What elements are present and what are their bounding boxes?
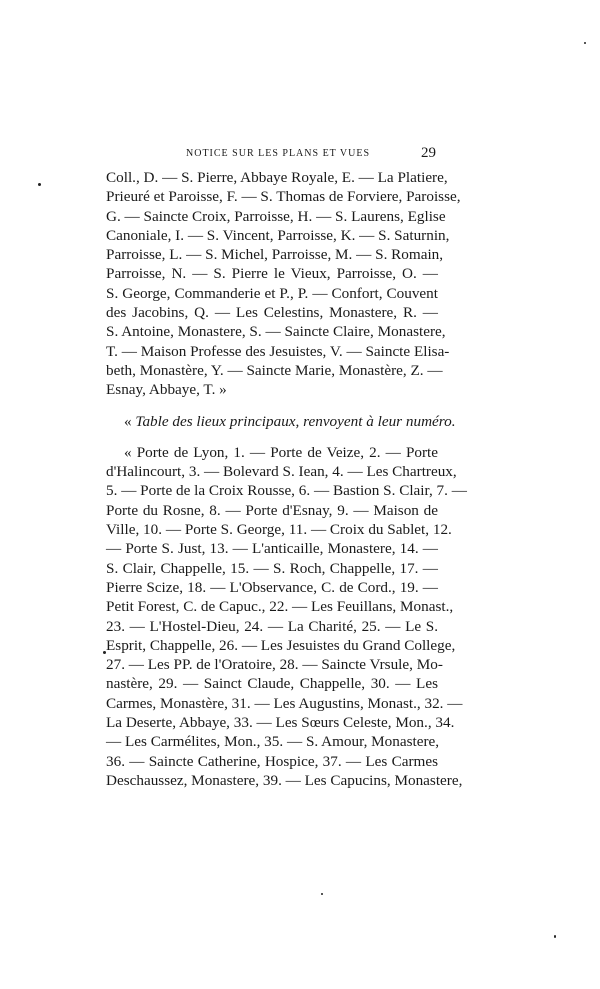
text-line: S. Clair, Chappelle, 15. — S. Roch, Chappelle, 17. —	[106, 559, 438, 577]
text-line: — Les Carmélites, Mon., 35. — S. Amour, Monastere,	[106, 733, 440, 751]
text-line: Porte du Rosne, 8. — Porte d'Esnay, 9. — Maison de	[106, 501, 438, 519]
table-heading-text: Table des lieux principaux, renvoyent à leur numéro.	[135, 412, 456, 430]
running-title: NOTICE SUR LES PLANS ET VUES	[186, 148, 371, 159]
running-head	[106, 147, 436, 163]
text-line: beth, Monastère, Y. — Saincte Marie, Monastère, Z. —	[106, 361, 443, 379]
print-speck	[584, 42, 586, 44]
text-line: Esprit, Chappelle, 26. — Les Jesuistes du Grand College,	[106, 636, 456, 654]
paragraph-legend-continued	[106, 168, 461, 400]
text-line: d'Halincourt, 3. — Bolevard S. Iean, 4. — Les Chartreux,	[106, 463, 457, 481]
text-line: S. Antoine, Monastere, S. — Saincte Claire, Monastere,	[106, 323, 446, 341]
table-heading-quote: «	[124, 412, 136, 430]
text-line: G. — Saincte Croix, Parroisse, H. — S. Laurens, Eglise	[106, 207, 446, 225]
text-line: T. — Maison Professe des Jesuistes, V. — Saincte Elisa-	[106, 342, 450, 360]
text-line: Coll., D. — S. Pierre, Abbaye Royale, E. — La Platiere,	[106, 169, 448, 186]
text-line: Esnay, Abbaye, T. »	[106, 381, 227, 399]
paragraph-places-table	[106, 443, 467, 790]
print-speck	[554, 935, 556, 938]
text-line: Deschaussez, Monastere, 39. — Les Capucins, Monastere,	[106, 771, 463, 789]
text-line: S. George, Commanderie et P., P. — Confort, Couvent	[106, 284, 438, 302]
print-speck	[38, 183, 41, 186]
print-speck	[103, 651, 106, 654]
table-heading	[106, 412, 456, 431]
text-line: La Deserte, Abbaye, 33. — Les Sœurs Celeste, Mon., 34.	[106, 714, 455, 732]
print-speck	[321, 893, 323, 895]
text-line: Canoniale, I. — S. Vincent, Parroisse, K. — S. Saturnin,	[106, 226, 450, 244]
text-line: Prieuré et Paroisse, F. — S. Thomas de Forviere, Paroisse,	[106, 188, 461, 206]
text-line: 36. — Saincte Catherine, Hospice, 37. — Les Carmes	[106, 752, 438, 770]
text-line: Ville, 10. — Porte S. George, 11. — Croix du Sablet, 12.	[106, 521, 452, 539]
text-line: Petit Forest, C. de Capuc., 22. — Les Feuillans, Monast.,	[106, 598, 454, 616]
text-line: des Jacobins, Q. — Les Celestins, Monastere, R. —	[106, 304, 438, 322]
text-line: « Porte de Lyon, 1. — Porte de Veize, 2. — Porte	[124, 443, 438, 461]
body-text	[106, 168, 467, 790]
text-line: Carmes, Monastère, 31. — Les Augustins, Monast., 32. —	[106, 694, 463, 712]
text-line: nastère, 29. — Sainct Claude, Chappelle, 30. — Les	[106, 675, 438, 693]
text-line: 27. — Les PP. de l'Oratoire, 28. — Saincte Vrsule, Mo-	[106, 656, 443, 674]
page-number: 29	[421, 145, 436, 161]
text-line: — Porte S. Just, 13. — L'anticaille, Monastere, 14. —	[106, 540, 438, 558]
text-line: Parroisse, L. — S. Michel, Parroisse, M. — S. Romain,	[106, 246, 444, 264]
text-line: Parroisse, N. — S. Pierre le Vieux, Parroisse, O. —	[106, 265, 438, 283]
text-line: 23. — L'Hostel-Dieu, 24. — La Charité, 25. — Le S.	[106, 617, 438, 635]
text-line: Pierre Scize, 18. — L'Observance, C. de Cord., 19. —	[106, 578, 438, 596]
text-line: 5. — Porte de la Croix Rousse, 6. — Bastion S. Clair, 7. —	[106, 482, 467, 500]
